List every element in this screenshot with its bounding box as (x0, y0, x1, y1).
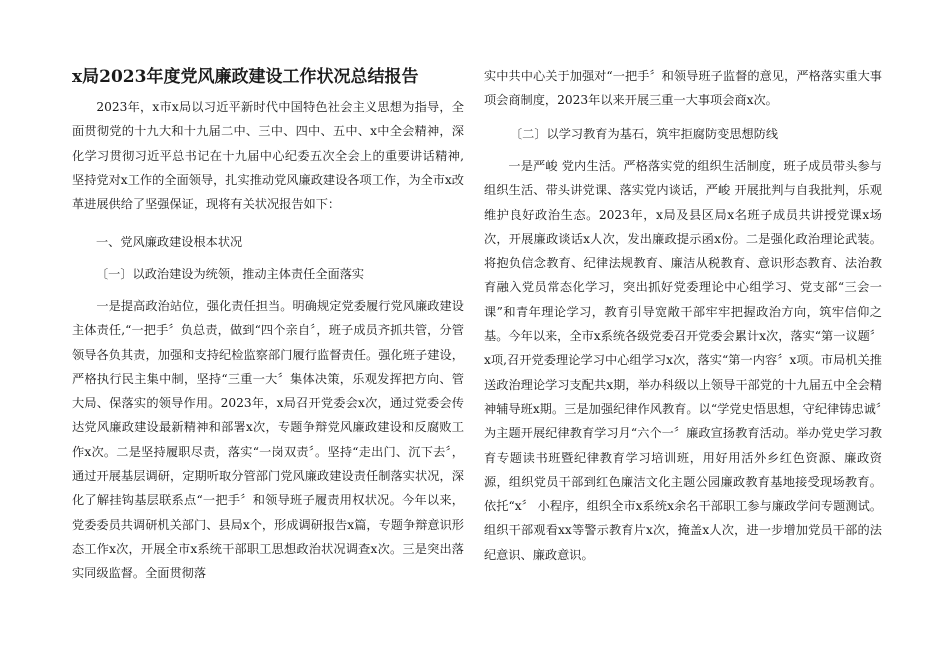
subsection-heading-2: 〔二〕以学习教育为基石，筑牢拒腐防变思想防线 (510, 127, 779, 141)
document-title: x局2023年度党风廉政建设工作状况总结报告 (72, 67, 419, 87)
intro-paragraph: 2023年，x市x局以习近平新时代中国特色社会主义思想为指导，全面贯彻党的十九大和十九届二中、三中、四中、五中、x中全会精神，深化学习贯彻习近平总书记在十九届中心纪委五次全会上的重要讲话精神,坚持党对x工作的全面领导，扎实推动党风廉政建设各项工作，为全市x改革进展供给了坚强保证，现将有关状况报告如下： (72, 100, 464, 212)
subsection-heading-1: 〔一〕以政治建设为统领，推动主体责任全面落实 (96, 267, 365, 281)
right-continuation-paragraph: 实中共中心关于加强对“一把手〞和领导班子监督的意见，严格落实重大事项会商制度，2023年以来开展三重一大事项会商x次。 (484, 69, 882, 108)
right-body-paragraph: 一是严峻 党内生活。严格落实党的组织生活制度，班子成员带头参与组织生活、带头讲党课、落实党内谈话，严峻 开展批判与自我批判，乐观维护良好政治生态。2023年，x局及县区局x名班子成员共讲授党课x场次，开展廉政谈话x人次，发出廉政提示函x份。二是强化政治理论武装。将抱负信念教育、纪律法规教育、廉洁从税教育、意识形态教育、法治教育融入党员常态化学习，突出抓好党委理论中心组学习、党支部“三会一课”和青年理论学习，教育引导宽敞干部牢牢把握政治方向，筑牢信仰之基。今年以来，全市x系统各级党委召开党委会累计x次，落实“第一议题〞x项,召开党委理论学习中心组学习x次，落实“第一内容〞x项。市局机关推送政治理论学习支配共x期，举办科级以上领导干部党的十九届五中全会精神辅导班x期。三是加强纪律作风教育。以“学党史悟思想，守纪律铸忠诚〞为主题开展纪律教育学习月“六个一〞廉政宣扬教育活动。举办党史学习教育专题读书班暨纪律教育学习培训班，用好用活外乡红色资源、廉政资源，组织党员干部到红色廉洁文化主题公园廉政教育基地接受现场教育。依托“x〞 小程序，组织全市x系统x余名干部职工参与廉政学问专题测试。组织干部观看xx等警示教育片x次，掩盖x人次，进一步增加党员干部的法纪意识、廉政意识。 (484, 159, 882, 562)
section-heading: 一、党风廉政建设根本状况 (96, 235, 243, 249)
left-body-paragraph: 一是提高政治站位，强化责任担当。明确规定党委履行党风廉政建设主体责任,“一把手〞负总责，做到“四个亲自〞，班子成员齐抓共管，分管领导各负其责，加强和支持纪检监察部门履行监督责任。强化班子建设，严格执行民主集中制，坚持“三重一大〞集体决策，乐观发挥把方向、管大局、保落实的领导作用。2023年，x局召开党委会x次，通过党委会传达党风廉政建设最新精神和部署x次，专题争辩党风廉政建设和反腐败工作x次。二是坚持履职尽责，落实“一岗双责〞。坚持“走出门、沉下去〞，通过开展基层调研，定期听取分管部门党风廉政建设责任制落实状况，深化了解挂钩基层联系点“一把手〞和领导班子履责用权状况。今年以来，党委委员共调研机关部门、县局x个，形成调研报告x篇，专题争辩意识形态工作x次，开展全市x系统干部职工思想政治状况调查x次。三是突出落实同级监督。全面贯彻落 (72, 299, 464, 581)
